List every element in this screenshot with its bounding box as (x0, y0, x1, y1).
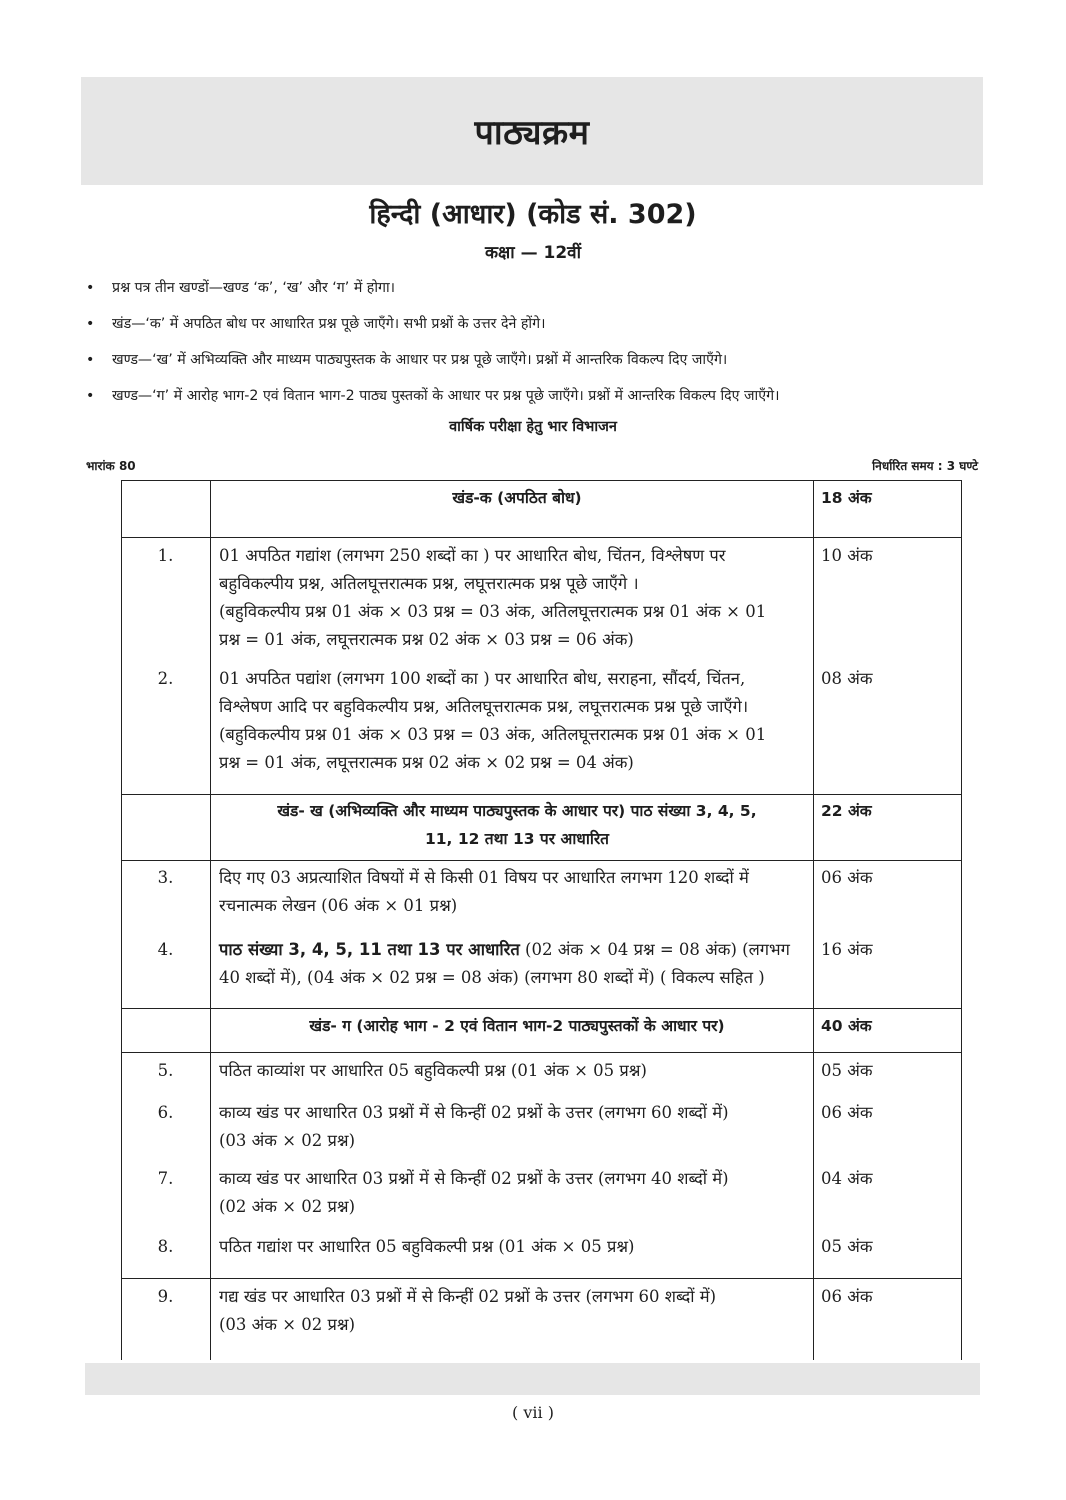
instruction-item: • खंड—‘क’ में अपठित बोध पर आधारित प्रश्न पूछे जाएँगे। सभी प्रश्नों के उत्तर देने होंगे। (86, 316, 546, 332)
table-border (121, 1008, 962, 1009)
question-marks: 05 अंक (821, 1061, 873, 1080)
class-label: कक्षा — 12वीं (485, 243, 581, 263)
page-title: पाठ्यक्रम (474, 113, 590, 153)
question-marks: 05 अंक (821, 1237, 873, 1256)
section-a-marks: 18 अंक (821, 489, 872, 507)
question-description: काव्य खंड पर आधारित 03 प्रश्नों में से किन्हीं 02 प्रश्नों के उत्तर (लगभग 40 शब्दों में) (02 अंक × 02 प्रश्न) (219, 1169, 729, 1216)
table-border (121, 794, 962, 795)
question-marks: 04 अंक (821, 1169, 873, 1188)
question-description: 01 अपठित गद्यांश (लगभग 250 शब्दों का ) पर आधारित बोध, चिंतन, विश्लेषण पर बहुविकल्पीय प्रश्न, अतिलघूत्तरात्मक प्रश्न, लघूत्तरात्मक प्रश्न पूछे जाएँगे । (बहुविकल्पीय प्रश्न 01 अंक × 03 प्रश्न = 03 अंक, अतिलघूत्तरात्मक प्रश्न 01 अंक × 01 प्रश्न = 01 अंक, लघूत्तरात्मक प्रश्न 02 अंक × 03 प्रश्न = 06 अंक) (219, 546, 767, 649)
instruction-list (84, 278, 984, 422)
question-description: पठित काव्यांश पर आधारित 05 बहुविकल्पी प्रश्न (01 अंक × 05 प्रश्न) (219, 1061, 647, 1080)
section-b-marks: 22 अंक (821, 802, 872, 820)
bullet-icon: • (86, 388, 95, 404)
table-border (961, 480, 962, 1360)
question-number: 2. (157, 669, 174, 688)
total-marks: भारांक 80 (86, 459, 136, 473)
table-border (121, 480, 962, 481)
question-marks: 08 अंक (821, 669, 873, 688)
question-number: 3. (157, 868, 174, 887)
section-c-marks: 40 अंक (821, 1017, 872, 1035)
question-description: काव्य खंड पर आधारित 03 प्रश्नों में से किन्हीं 02 प्रश्नों के उत्तर (लगभग 60 शब्दों में) (03 अंक × 02 प्रश्न) (219, 1103, 729, 1150)
instruction-item: • प्रश्न पत्र तीन खण्डों—खण्ड ‘क’, ‘ख’ और ‘ग’ में होगा। (86, 280, 396, 296)
question-description: 01 अपठित पद्यांश (लगभग 100 शब्दों का ) पर आधारित बोध, सराहना, सौंदर्य, चिंतन, विश्लेषण आदि पर बहुविकल्पीय प्रश्न, अतिलघूत्तरात्मक प्रश्न, लघूत्तरात्मक प्रश्न पूछे जाएँगे। (बहुविकल्पीय प्रश्न 01 अंक × 03 प्रश्न = 03 अंक, अतिलघूत्तरात्मक प्रश्न 01 अंक × 01 प्रश्न = 01 अंक, लघूत्तरात्मक प्रश्न 02 अंक × 02 प्रश्न = 04 अंक) (219, 669, 767, 772)
section-b-title: खंड- ख (अभिव्यक्ति और माध्यम पाठ्यपुस्तक के आधार पर) पाठ संख्या 3, 4, 5, 11, 12 तथा 13 पर आधारित (277, 802, 757, 848)
question-number: 9. (157, 1287, 174, 1306)
question-number: 8. (157, 1237, 174, 1256)
title-band (81, 77, 983, 185)
lesson-reference: पाठ संख्या 3, 4, 5, 11 तथा 13 पर आधारित (219, 940, 520, 959)
time-allowed: निर्धारित समय : 3 घण्टे (872, 459, 978, 473)
section-c-title: खंड- ग (आरोह भाग - 2 एवं वितान भाग-2 पाठ्यपुस्तकों के आधार पर) (309, 1017, 725, 1035)
instruction-item: • खण्ड—‘ख’ में अभिव्यक्ति और माध्यम पाठ्यपुस्तक के आधार पर प्रश्न पूछे जाएँगे। प्रश्नों में आन्तरिक विकल्प दिए जाएँगे। (86, 352, 728, 368)
table-border (121, 1052, 962, 1053)
question-marks: 06 अंक (821, 868, 873, 887)
question-marks: 10 अंक (821, 546, 873, 565)
bullet-icon: • (86, 316, 95, 332)
marks-distribution-table (121, 480, 962, 1360)
question-description: पाठ संख्या 3, 4, 5, 11 तथा 13 पर आधारित (02 अंक × 04 प्रश्न = 08 अंक) (लगभग 40 शब्दों में), (04 अंक × 02 प्रश्न = 08 अंक) (लगभग 80 शब्दों में) ( विकल्प सहित ) (219, 940, 790, 987)
question-description: पठित गद्यांश पर आधारित 05 बहुविकल्पी प्रश्न (01 अंक × 05 प्रश्न) (219, 1237, 635, 1256)
bullet-icon: • (86, 280, 95, 296)
table-border (121, 1278, 962, 1279)
question-number: 4. (157, 940, 174, 959)
table-border (210, 480, 211, 1360)
table-border (121, 537, 962, 538)
bullet-icon: • (86, 352, 95, 368)
question-marks: 06 अंक (821, 1103, 873, 1122)
question-number: 1. (157, 546, 174, 565)
subject-title: हिन्दी (आधार) (कोड सं. 302) (369, 199, 697, 230)
weightage-heading: वार्षिक परीक्षा हेतु भार विभाजन (449, 419, 617, 435)
table-border (121, 480, 122, 1360)
footer-band (85, 1363, 980, 1395)
question-description: गद्य खंड पर आधारित 03 प्रश्नों में से किन्हीं 02 प्रश्नों के उत्तर (लगभग 60 शब्दों में) (03 अंक × 02 प्रश्न) (219, 1287, 717, 1334)
question-number: 7. (157, 1169, 174, 1188)
table-border (121, 860, 962, 861)
section-a-title: खंड-क (अपठित बोध) (452, 489, 582, 507)
question-number: 5. (157, 1061, 174, 1080)
instruction-item: • खण्ड—‘ग’ में आरोह भाग-2 एवं वितान भाग-2 पाठ्य पुस्तकों के आधार पर प्रश्न पूछे जाएँगे। प्रश्नों में आन्तरिक विकल्प दिए जाएँगे। (86, 388, 780, 404)
question-description: दिए गए 03 अप्रत्याशित विषयों में से किसी 01 विषय पर आधारित लगभग 120 शब्दों में रचनात्मक लेखन (06 अंक × 01 प्रश्न) (219, 868, 749, 915)
question-marks: 06 अंक (821, 1287, 873, 1306)
page-number: ( vii ) (512, 1403, 554, 1422)
question-number: 6. (157, 1103, 174, 1122)
question-marks: 16 अंक (821, 940, 873, 959)
